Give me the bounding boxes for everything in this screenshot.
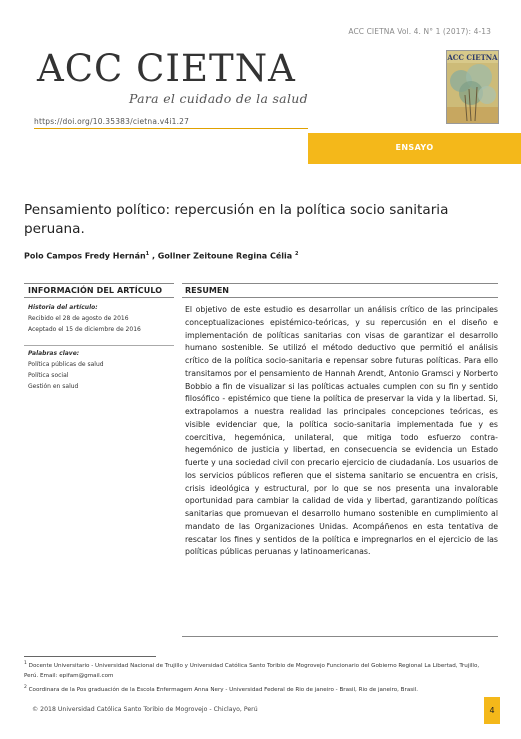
section-banner xyxy=(308,133,521,164)
info-top-rule xyxy=(24,283,174,284)
journal-cover-image xyxy=(446,50,499,124)
footnote-2 xyxy=(24,683,494,695)
info-mid-rule xyxy=(24,345,174,346)
abstract-text: El objetivo de este estudio es desarrollar un análisis crítico de las principales conceptualizaciones epistémico-teóricas, y su repercusión en el diseño e implementación de políticas sanitarias con visas de garantizar el desarrollo humano sostenible. Se utilizó el método deductivo que permitió el análisis crítico de la política socio-sanitaria e repensar sobre futuras políticas. Para ello transitamos por el pensamiento de Hannah Arendt, Antonio Gramsci y Norberto Bobbio a fin de visualizar si las políticas actuales cumplen con su fin y sentido filosófico - epistémico que tiene la política de preservar la vida y la libertad. Si, extrapolamos a nuestra realidad las principales concepciones teóricas, es visible evidenciar que, la política socio-sanitaria implementada fue y es coercitiva, hegemónica, unilateral, que mitiga todo esfuerzo contra-hegemónico de justicia y libertad, en consecuencia se evidencia un Estado fuerte y una sociedad civil con precario ejercicio de ciudadanía. Los usuarios de los servicios públicos refieren que el sistema sanitario se encuentra en crisis, crisis ideológica y estructural, por lo que se nos presenta una invalorable oportunidad para cambiar la calidad de vida y libertad, garantizando políticas sanitarias que promuevan el desarrollo humano sostenible en cumplimiento al mandato de las Organizaciones Unidas. Acompáñenos en esta tentativa de rescatar los fines y sentidos de la política e impregnarlos en el ejercicio de las políticas públicas peruanas y latinoamericanas. xyxy=(185,305,498,557)
author-2: Gollner Zeitoune Regina Célia xyxy=(157,251,293,261)
doi-link[interactable]: https://doi.org/10.35383/cietna.v4i1.27 xyxy=(34,117,190,126)
footnote-mark: 1 xyxy=(24,661,27,666)
authors-line xyxy=(24,251,298,261)
abstract-bottom-rule xyxy=(182,636,498,637)
journal-logo-subtitle: Para el cuidado de la salud xyxy=(129,91,308,106)
article-title: Pensamiento político: repercusión en la política socio sanitaria peruana. xyxy=(24,202,449,237)
footnote-text: Docente Universitario - Universidad Nacional de Trujillo y Universidad Católica Santo Toribio de Mogrovejo Funcionario del Gobierno Regional La Libertad, Trujillo, Perú. Email: epifam@gmail.com xyxy=(24,662,480,680)
journal-logo-title: ACC CIETNA xyxy=(37,47,296,90)
section-label: ENSAYO xyxy=(395,143,434,152)
page-number: 4 xyxy=(489,706,495,715)
keyword-item: Gestión en salud xyxy=(28,383,79,390)
journal-reference: ACC CIETNA Vol. 4. N° 1 (2017): 4-13 xyxy=(348,27,491,36)
keyword-item: Política social xyxy=(28,372,69,379)
footnote-text: Coordinara de la Pos graduación de la Escola Enfermagem Anna Nery - Universidad Federal de Rio de janeiro - Brasil, Rio de janeiro, Brasil. xyxy=(28,686,419,693)
resumen-heading: RESUMEN xyxy=(185,286,230,295)
footnote-divider xyxy=(24,656,156,657)
cover-title: ACC CIETNA xyxy=(447,53,498,62)
keyword-item: Política públicas de salud xyxy=(28,361,104,368)
article-history xyxy=(28,304,174,334)
resumen-top-rule xyxy=(182,283,498,284)
author-separator: , xyxy=(149,251,158,261)
resumen-heading-rule xyxy=(182,297,498,298)
info-heading: INFORMACIÓN DEL ARTÍCULO xyxy=(28,286,163,295)
accepted-date: Aceptado el 15 de diciembre de 2016 xyxy=(28,326,141,333)
history-label: Historia del artículo: xyxy=(28,304,98,311)
author-2-mark: 2 xyxy=(294,251,299,257)
page-number-box xyxy=(484,697,500,724)
cover-artwork xyxy=(447,51,498,123)
copyright-notice: © 2018 Universidad Católica Santo Toribio de Mogrovejo - Chiclayo, Perú xyxy=(32,706,258,713)
keywords-block xyxy=(28,350,174,391)
info-heading-rule xyxy=(24,297,174,298)
header-divider xyxy=(34,128,308,129)
footnote-1 xyxy=(24,659,494,682)
footnote-mark: 2 xyxy=(24,685,27,690)
author-1-mark: 1 xyxy=(145,251,150,257)
author-1: Polo Campos Fredy Hernán xyxy=(24,251,146,261)
keywords-label: Palabras clave: xyxy=(28,350,80,357)
received-date: Recibido el 28 de agosto de 2016 xyxy=(28,315,129,322)
